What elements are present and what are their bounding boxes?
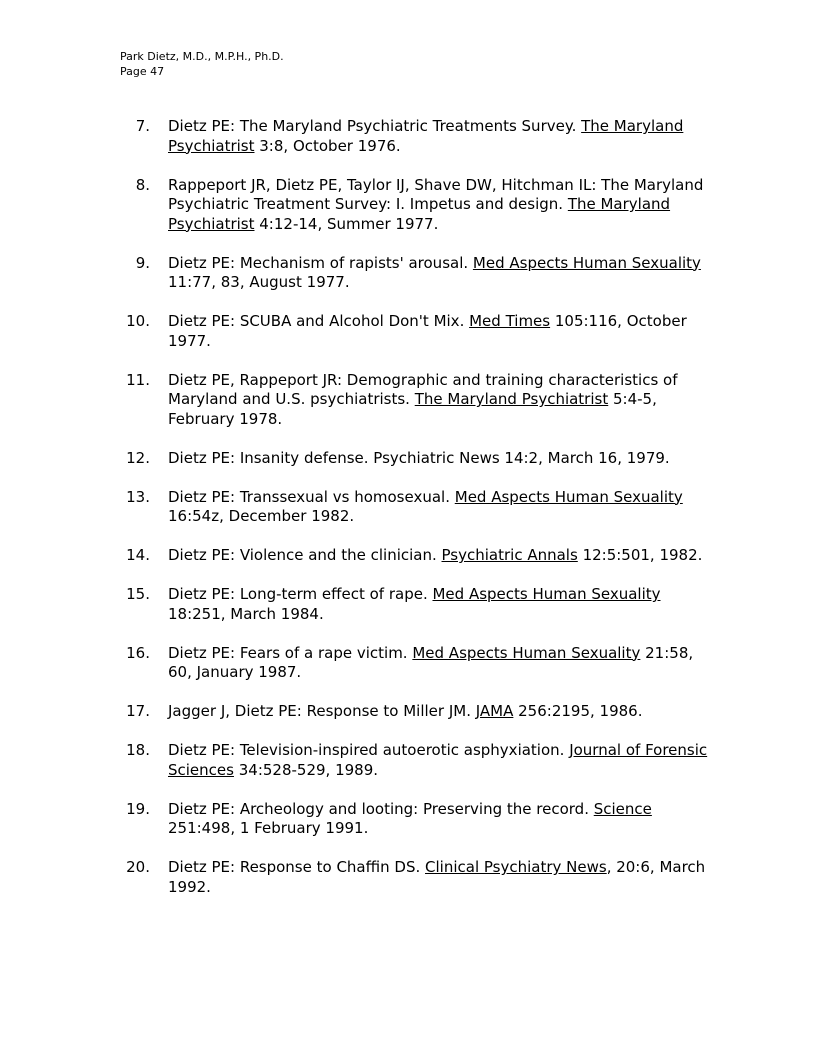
citation-text: Rappeport JR, Dietz PE, Taylor IJ, Shave DW, Hitchman IL: The Maryland Psychiatric Treatment Survey: I. Impetus and design.: [168, 175, 704, 213]
citation-text: Dietz PE: The Maryland Psychiatric Treatments Survey.: [168, 117, 582, 135]
citation-text: 11:77, 83, August 1977.: [168, 273, 350, 291]
citation-text: Dietz PE: Television-inspired autoerotic asphyxiation.: [168, 741, 570, 759]
citation-text: Dietz PE: SCUBA and Alcohol Don't Mix.: [168, 312, 470, 330]
journal-title: Psychiatric Annals: [441, 546, 578, 564]
author-name: Park Dietz, M.D., M.P.H., Ph.D.: [120, 50, 284, 63]
reference-number: 10.: [126, 312, 150, 330]
citation-text: 34:528-529, 1989.: [233, 760, 379, 779]
reference-item: [120, 546, 710, 566]
reference-item: [120, 741, 710, 780]
reference-item: [120, 585, 710, 624]
reference-item: [120, 449, 710, 469]
reference-item: [120, 644, 710, 683]
journal-title: The Maryland Psychiatrist: [414, 390, 609, 408]
citation-text: Dietz PE: Archeology and looting: Preserving the record.: [168, 799, 594, 818]
reference-number: 18.: [126, 741, 150, 759]
journal-title: Clinical Psychiatry News: [425, 858, 607, 876]
reference-text: [168, 312, 710, 351]
citation-text: Dietz PE, Rappeport JR: Demographic and training characteristics of Maryland and U.S. psychiatrists.: [168, 370, 678, 408]
reference-item: [120, 488, 710, 527]
reference-text: [168, 546, 710, 566]
citation-text: 12:5:501, 1982.: [577, 546, 703, 564]
reference-item: [120, 371, 710, 430]
reference-text: [168, 488, 710, 527]
citation-text: Dietz PE: Mechanism of rapists' arousal.: [168, 253, 473, 272]
reference-text: [168, 371, 710, 430]
citation-text: 16:54z, December 1982.: [168, 507, 355, 525]
reference-number: 12.: [126, 448, 150, 467]
citation-text: Dietz PE: Insanity defense. Psychiatric News 14:2, March 16, 1979.: [168, 448, 670, 467]
reference-text: [168, 449, 710, 469]
journal-title: JAMA: [475, 702, 514, 720]
citation-text: Dietz PE: Fears of a rape victim.: [168, 643, 413, 662]
citation-text: Dietz PE: Transsexual vs homosexual.: [168, 487, 455, 506]
page-header: [120, 49, 284, 79]
citation-text: 105:116, October 1977.: [168, 312, 687, 350]
reference-item: [120, 254, 710, 293]
reference-text: [168, 117, 710, 156]
reference-text: [168, 800, 710, 839]
journal-title: The Maryland Psychiatrist: [168, 117, 684, 155]
reference-item: [120, 702, 710, 722]
reference-number: 8.: [135, 175, 150, 194]
journal-title: The Maryland Psychiatrist: [168, 195, 671, 233]
reference-number: 9.: [135, 253, 150, 272]
reference-text: [168, 702, 710, 722]
reference-number: 13.: [126, 487, 150, 506]
journal-title: Med Times: [469, 312, 551, 330]
reference-text: [168, 585, 710, 624]
reference-number: 15.: [126, 585, 150, 603]
reference-number: 11.: [126, 370, 150, 389]
reference-number: 14.: [126, 546, 150, 564]
reference-text: [168, 858, 710, 897]
citation-text: Jagger J, Dietz PE: Response to Miller JM.: [168, 702, 476, 720]
reference-text: [168, 644, 710, 683]
journal-title: Journal of Forensic Sciences: [168, 741, 708, 779]
citation-text: Dietz PE: Violence and the clinician.: [168, 546, 442, 564]
reference-number: 17.: [126, 702, 150, 720]
journal-title: Med Aspects Human Sexuality: [472, 253, 701, 272]
reference-text: [168, 254, 710, 293]
page-number: Page 47: [120, 65, 165, 78]
reference-text: [168, 741, 710, 780]
citation-text: Dietz PE: Response to Chaffin DS.: [168, 858, 426, 876]
journal-title: Science: [593, 799, 652, 818]
citation-text: 4:12-14, Summer 1977.: [254, 214, 439, 233]
reference-item: [120, 858, 710, 897]
journal-title: Med Aspects Human Sexuality: [432, 585, 661, 603]
reference-item: [120, 176, 710, 235]
citation-text: 21:58, 60, January 1987.: [168, 643, 694, 681]
citation-text: , 20:6, March 1992.: [168, 858, 706, 896]
reference-number: 16.: [126, 643, 150, 662]
citation-text: Dietz PE: Long-term effect of rape.: [168, 585, 433, 603]
reference-item: [120, 117, 710, 156]
reference-item: [120, 800, 710, 839]
reference-number: 19.: [126, 799, 150, 818]
citation-text: 5:4-5, February 1978.: [168, 390, 657, 428]
journal-title: Med Aspects Human Sexuality: [454, 487, 683, 506]
reference-number: 20.: [126, 858, 150, 876]
citation-text: 256:2195, 1986.: [513, 702, 643, 720]
reference-list: [120, 117, 710, 917]
citation-text: 18:251, March 1984.: [168, 604, 324, 623]
citation-text: 251:498, 1 February 1991.: [168, 819, 369, 837]
reference-number: 7.: [135, 117, 150, 135]
reference-item: [120, 312, 710, 351]
journal-title: Med Aspects Human Sexuality: [412, 643, 641, 662]
citation-text: 3:8, October 1976.: [254, 136, 401, 155]
reference-text: [168, 176, 710, 235]
